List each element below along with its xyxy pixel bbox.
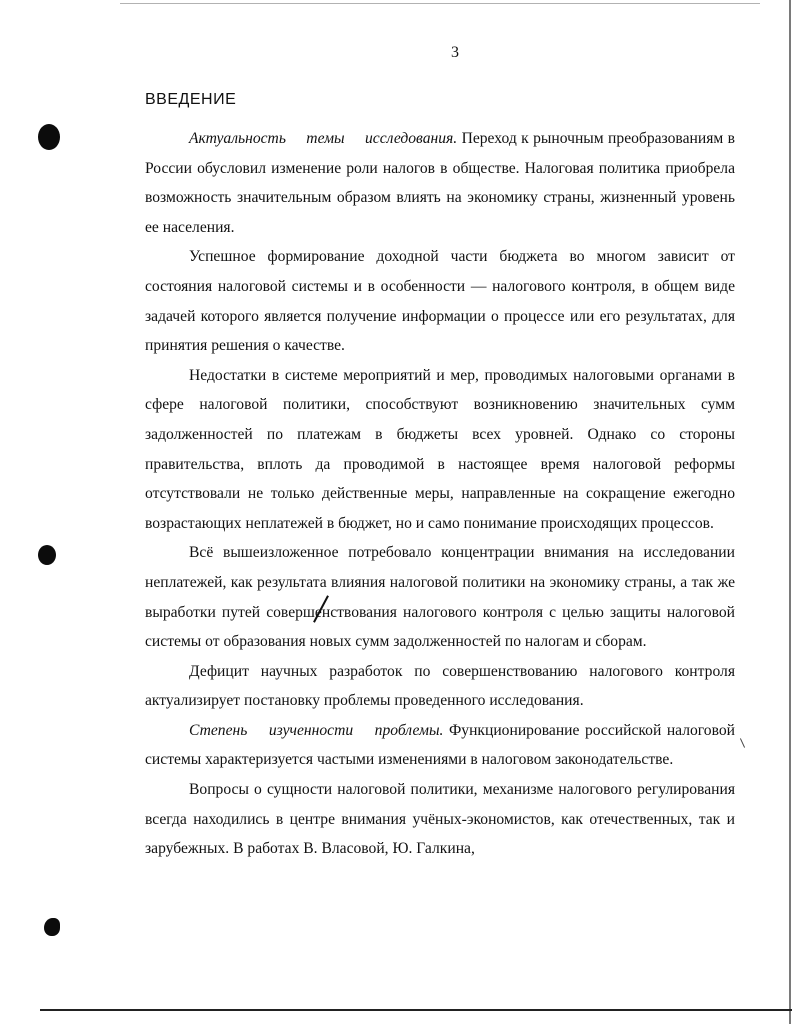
punch-hole-mark-top (38, 124, 60, 150)
paragraph: Недостатки в системе мероприятий и мер, проводимых налоговыми органами в сфере налоговой политики, способствуют возникновению значительных сумм задолженностей по платежам в бюджеты всех уровней. Однако со стороны правительства, вплоть да проводимой в настоящее время налоговой реформы отсутствовали не только действенные меры, направленные на сокращение ежегодно возрастающих неплатежей в бюджет, но и само понимание происходящих процессов. (145, 366, 735, 532)
paragraph-degree-of-study (145, 716, 735, 775)
document-body (145, 124, 735, 864)
paragraph-text: Переход к рыночным преобразованиям в России обусловил изменение роли налогов в обществе. Налоговая политика приобрела возможность значительным образом влиять на экономику страны, жизненный уровень ее населения. (145, 130, 735, 236)
margin-tick-mark (740, 738, 745, 747)
paragraph: Дефицит научных разработок по совершенствованию налогового контроля актуализирует постановку проблемы проведенного исследования. (145, 662, 735, 710)
scan-right-border (789, 0, 791, 1024)
scan-top-edge (120, 3, 760, 4)
paragraph: Успешное формирование доходной части бюджета во многом зависит от состояния налоговой системы и в особенности — налогового контроля, в общем виде задачей которого является получение информации о процессе или его результатах, для принятия решения о качестве. (145, 248, 735, 355)
paragraph-lead: Актуальность темы исследования. (189, 130, 458, 147)
paragraph-text: Функционирование российской налоговой системы характеризуется частыми изменениями в налоговом законодательстве. (145, 721, 736, 769)
scan-bottom-border (40, 1009, 792, 1011)
paragraph-lead: Степень изученности проблемы. (189, 721, 444, 739)
punch-hole-mark-bottom (44, 918, 60, 936)
section-heading: ВВЕДЕНИЕ (145, 91, 237, 108)
page-number: 3 (451, 44, 459, 61)
punch-hole-mark-middle (38, 545, 56, 565)
paragraph: Всё вышеизложенное потребовало концентрации внимания на исследовании неплатежей, как результата влияния налоговой политики на экономику страны, а так же выработки путей совершенствования налогового контроля с целью защиты налоговой системы от образования новых сумм задолженностей по налогам и сборам. (145, 544, 735, 651)
paragraph: Вопросы о сущности налоговой политики, механизме налогового регулирования всегда находились в центре внимания учёных-экономистов, как отечественных, так и зарубежных. В работах В. Власовой, Ю. Галкина, (145, 781, 735, 858)
paragraph-relevance (145, 124, 735, 242)
